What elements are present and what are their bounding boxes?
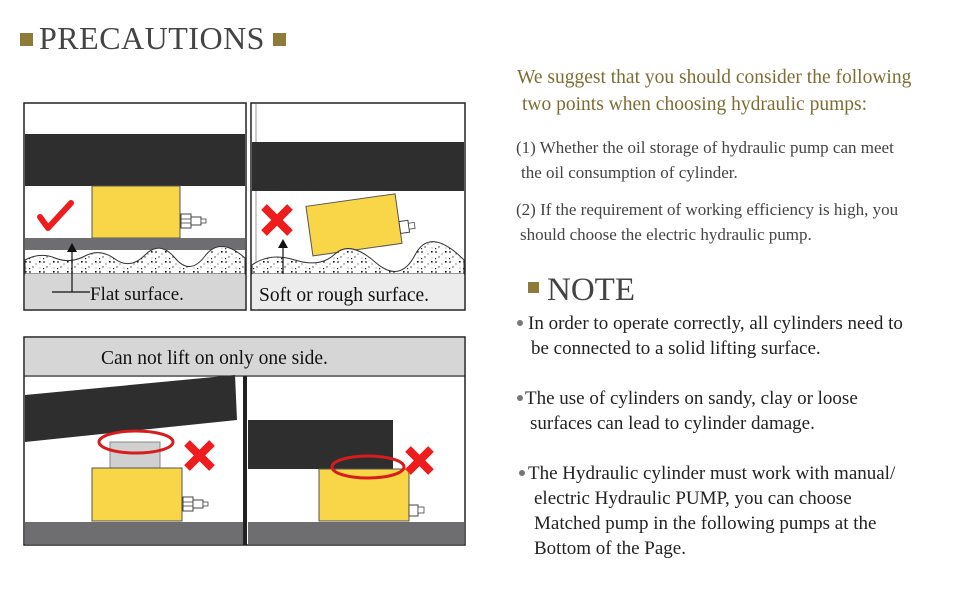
bullet-dot-icon [517, 320, 523, 326]
cylinder-body [92, 186, 180, 238]
one-side-label: Can not lift on only one side. [101, 348, 328, 369]
cylinder-plunger [110, 442, 160, 468]
suggest-point-2 [516, 197, 898, 247]
bullet-line: The use of cylinders on sandy, clay or loose [525, 388, 858, 409]
note-heading [528, 272, 635, 309]
suggest-line: two points when choosing hydraulic pumps: [522, 94, 868, 115]
upper-beam [252, 142, 464, 191]
rough-surface-panel [251, 103, 465, 310]
bullet-dot-icon [517, 395, 523, 401]
precaution-diagrams [0, 0, 480, 600]
flat-ground [248, 522, 464, 544]
point-line: (1) Whether the oil storage of hydraulic pump can meet [516, 138, 894, 157]
point-line: the oil consumption of cylinder. [521, 163, 738, 182]
flat-surface-panel [24, 103, 246, 310]
suggest-line: We suggest that you should consider the following [517, 67, 912, 88]
cylinder-fitting-icon [409, 505, 418, 516]
note-bullet-2 [517, 386, 858, 436]
point-line: (2) If the requirement of working efficiency is high, you [516, 200, 899, 219]
panel-divider [243, 376, 247, 545]
bullet-line: Matched pump in the following pumps at the [534, 513, 877, 534]
bullet-line: electric Hydraulic PUMP, you can choose [534, 488, 852, 509]
bullet-line: surfaces can lead to cylinder damage. [530, 413, 815, 434]
note-title: NOTE [547, 272, 635, 308]
rough-surface-label: Soft or rough surface. [259, 285, 430, 306]
flat-ground [25, 522, 243, 544]
bullet-line: In order to operate correctly, all cylinders need to [528, 313, 903, 334]
note-bullet-3 [519, 461, 895, 561]
cylinder-fitting-icon [399, 220, 410, 233]
cylinder-body [92, 468, 182, 521]
bullet-line: Bottom of the Page. [534, 538, 686, 559]
upper-beam [25, 134, 245, 186]
square-bullet-icon [528, 282, 539, 293]
suggest-intro [517, 64, 911, 118]
upper-beam [248, 420, 393, 469]
suggest-point-1 [516, 135, 894, 185]
flat-surface-label: Flat surface. [90, 284, 184, 305]
page-title-text: PRECAUTIONS [39, 20, 265, 56]
flat-ground [25, 238, 245, 250]
bullet-dot-icon [519, 470, 525, 476]
one-side-lift-panel [24, 337, 465, 545]
note-bullet-1 [517, 311, 903, 361]
point-line: should choose the electric hydraulic pump. [520, 225, 812, 244]
bullet-line: be connected to a solid lifting surface. [531, 338, 821, 359]
bullet-line: The Hydraulic cylinder must work with manual/ [528, 463, 896, 484]
